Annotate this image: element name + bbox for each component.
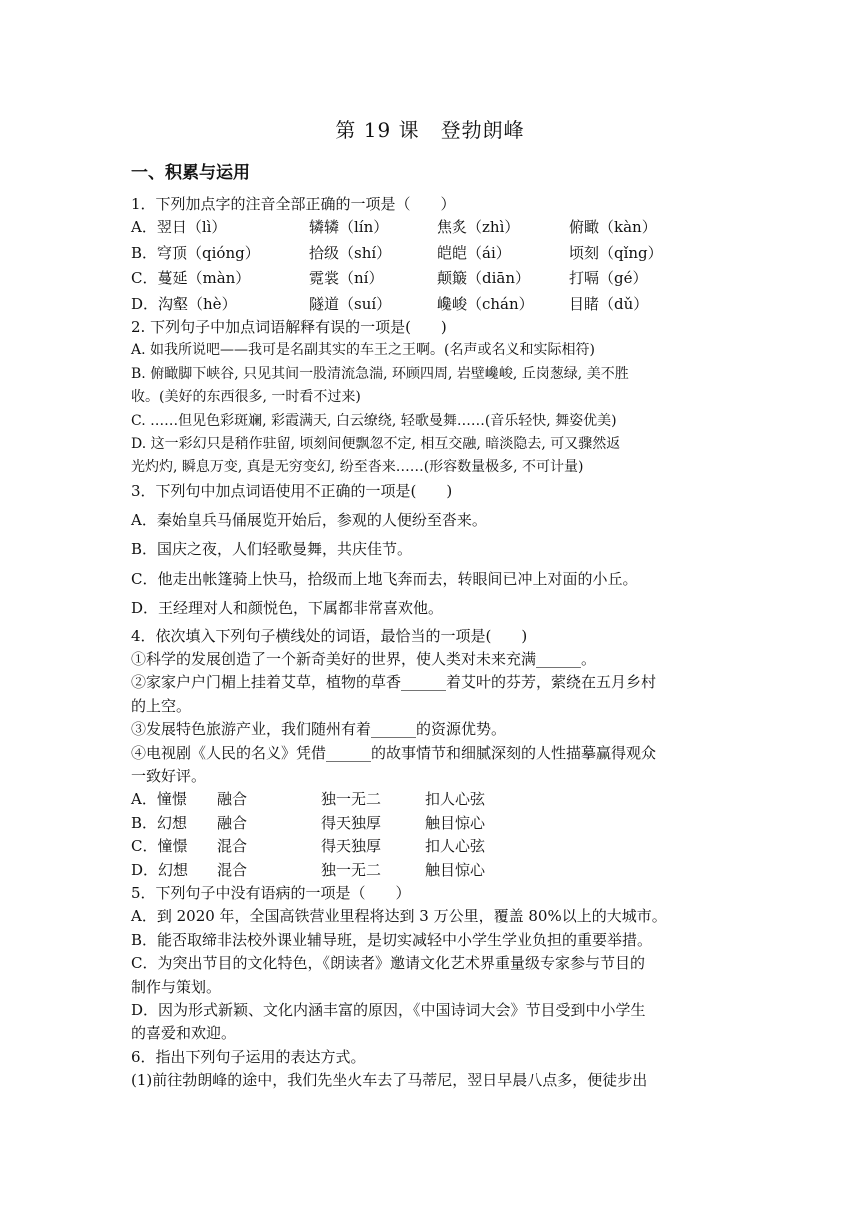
q2-option-d-line1: D. 这一彩幻只是稍作驻留, 顷刻间便飘忽不定, 相互交融, 暗淡隐去, 可又骤然返	[131, 435, 621, 452]
q1-option-a	[131, 216, 731, 239]
q4-option-a	[131, 788, 731, 811]
q1-stem: 1．下列加点字的注音全部正确的一项是（ ）	[131, 195, 456, 213]
q5-option-d-line1: D．因为形式新颖、文化内涵丰富的原因，《中国诗词大会》节目受到中小学生	[131, 1000, 646, 1019]
option-cell: 触目惊心	[425, 813, 486, 832]
q4-option-b	[131, 812, 731, 835]
q2-option-b-line1: B. 俯瞰脚下峡谷, 只见其间一股清流急湍, 环顾四周, 岩壁巉峻, 丘岗葱绿, 美不胜	[131, 365, 629, 382]
q4-sentence-4-line2: 一致好评。	[131, 766, 207, 785]
q4-sentence-3: ③发展特色旅游产业，我们随州有着______的资源优势。	[131, 720, 507, 739]
q1-option-d	[131, 293, 731, 316]
option-cell: B．幻想	[131, 813, 188, 832]
q5-stem: 5．下列句子中没有语病的一项是（ ）	[131, 883, 411, 902]
q5-option-c-line2: 制作与策划。	[131, 977, 222, 996]
q4-sentence-2-line1: ②家家户户门楣上挂着艾草，植物的草香______着艾叶的芬芳，萦绕在五月乡村	[131, 673, 657, 692]
question-list	[131, 193, 731, 1092]
option-cell: 焦炙（zhì）	[437, 218, 520, 237]
option-cell: 打嗝（gé）	[569, 269, 648, 288]
option-cell: 拾级（shí）	[309, 243, 392, 262]
q4-option-d	[131, 859, 731, 882]
option-cell: A．憧憬	[131, 790, 187, 809]
q4-sentence-1: ①科学的发展创造了一个新奇美好的世界，使人类对未来充满______。	[131, 650, 597, 669]
q4-sentence-4-line1: ④电视剧《人民的名义》凭借______的故事情节和细腻深刻的人性描摹赢得观众	[131, 743, 657, 762]
option-cell: 融合	[217, 813, 248, 832]
option-cell: 扣人心弦	[425, 837, 486, 856]
q2-option-c: C. ……但见色彩斑斓, 彩霞满天, 白云缭绕, 轻歌曼舞……(音乐轻快, 舞姿优美)	[131, 412, 617, 429]
option-cell: D．幻想	[131, 860, 189, 879]
q6-sentence-1: (1)前往勃朗峰的途中，我们先坐火车去了马蒂尼，翌日早晨八点多，便徒步出	[131, 1071, 648, 1090]
q4-stem: 4．依次填入下列句子横线处的词语，最恰当的一项是( )	[131, 626, 528, 645]
q2-option-a: A. 如我所说吧——我可是名副其实的车王之王啊。(名声或名义和实际相符)	[131, 342, 595, 359]
option-cell: 混合	[217, 860, 248, 879]
option-cell: D．沟壑（hè）	[131, 294, 237, 313]
option-cell: A．翌日（lì）	[131, 218, 227, 237]
option-cell: C．憧憬	[131, 837, 188, 856]
option-cell: 皑皑（ái）	[437, 243, 511, 262]
page-title: 第 19 课 登勃朗峰	[335, 118, 525, 142]
q2-stem: 2. 下列句子中加点词语解释有误的一项是( )	[131, 317, 447, 336]
option-cell: 得天独厚	[321, 813, 382, 832]
option-cell: 扣人心弦	[425, 790, 486, 809]
q3-stem: 3．下列句中加点词语使用不正确的一项是( )	[131, 481, 453, 500]
option-cell: C．蔓延（màn）	[131, 269, 251, 288]
q5-option-c-line1: C．为突出节目的文化特色，《朗读者》邀请文化艺术界重量级专家参与节目的	[131, 954, 645, 973]
q5-option-d-line2: 的喜爱和欢迎。	[131, 1024, 237, 1043]
q5-option-b: B．能否取缔非法校外课业辅导班，是切实减轻中小学生学业负担的重要举措。	[131, 930, 653, 949]
q5-option-a: A．到 2020 年，全国高铁营业里程将达到 3 万公里，覆盖 80%以上的大城市。	[131, 907, 667, 926]
q1-option-b	[131, 242, 731, 265]
option-cell: 得天独厚	[321, 837, 382, 856]
q4-sentence-2-line2: 的上空。	[131, 696, 192, 715]
option-cell: 混合	[217, 837, 248, 856]
q2-option-b-line2: 收。(美好的东西很多, 一时看不过来)	[131, 389, 361, 406]
option-cell: 融合	[217, 790, 248, 809]
option-cell: 触目惊心	[425, 860, 486, 879]
option-cell: 巉峻（chán）	[437, 294, 534, 313]
option-cell: 隧道（suí）	[309, 294, 392, 313]
option-cell: 颠簸（diān）	[437, 269, 531, 288]
q3-option-c: C．他走出帐篷骑上快马，拾级而上地飞奔而去，转眼间已冲上对面的小丘。	[131, 569, 638, 588]
q3-option-d: D．王经理对人和颜悦色，下属都非常喜欢他。	[131, 599, 444, 618]
q3-option-a: A．秦始皇兵马俑展览开始后，参观的人便纷至沓来。	[131, 511, 487, 530]
option-cell: 顷刻（qǐng）	[569, 243, 663, 262]
option-cell: 俯瞰（kàn）	[569, 218, 657, 237]
option-cell: 霓裳（ní）	[309, 269, 384, 288]
q6-stem: 6．指出下列句子运用的表达方式。	[131, 1047, 366, 1066]
q1-option-c	[131, 267, 731, 290]
option-cell: 独一无二	[321, 790, 382, 809]
option-cell: 目睹（dǔ）	[569, 294, 649, 313]
q3-option-b: B．国庆之夜，人们轻歌曼舞，共庆佳节。	[131, 540, 413, 559]
option-cell: 辚辚（lín）	[309, 218, 389, 237]
q2-option-d-line2: 光灼灼, 瞬息万变, 真是无穷变幻, 纷至沓来……(形容数量极多, 不可计量)	[131, 459, 584, 476]
option-cell: B．穹顶（qióng）	[131, 243, 260, 262]
q4-option-c	[131, 835, 731, 858]
section-heading: 一、积累与运用	[131, 163, 250, 183]
option-cell: 独一无二	[321, 860, 382, 879]
